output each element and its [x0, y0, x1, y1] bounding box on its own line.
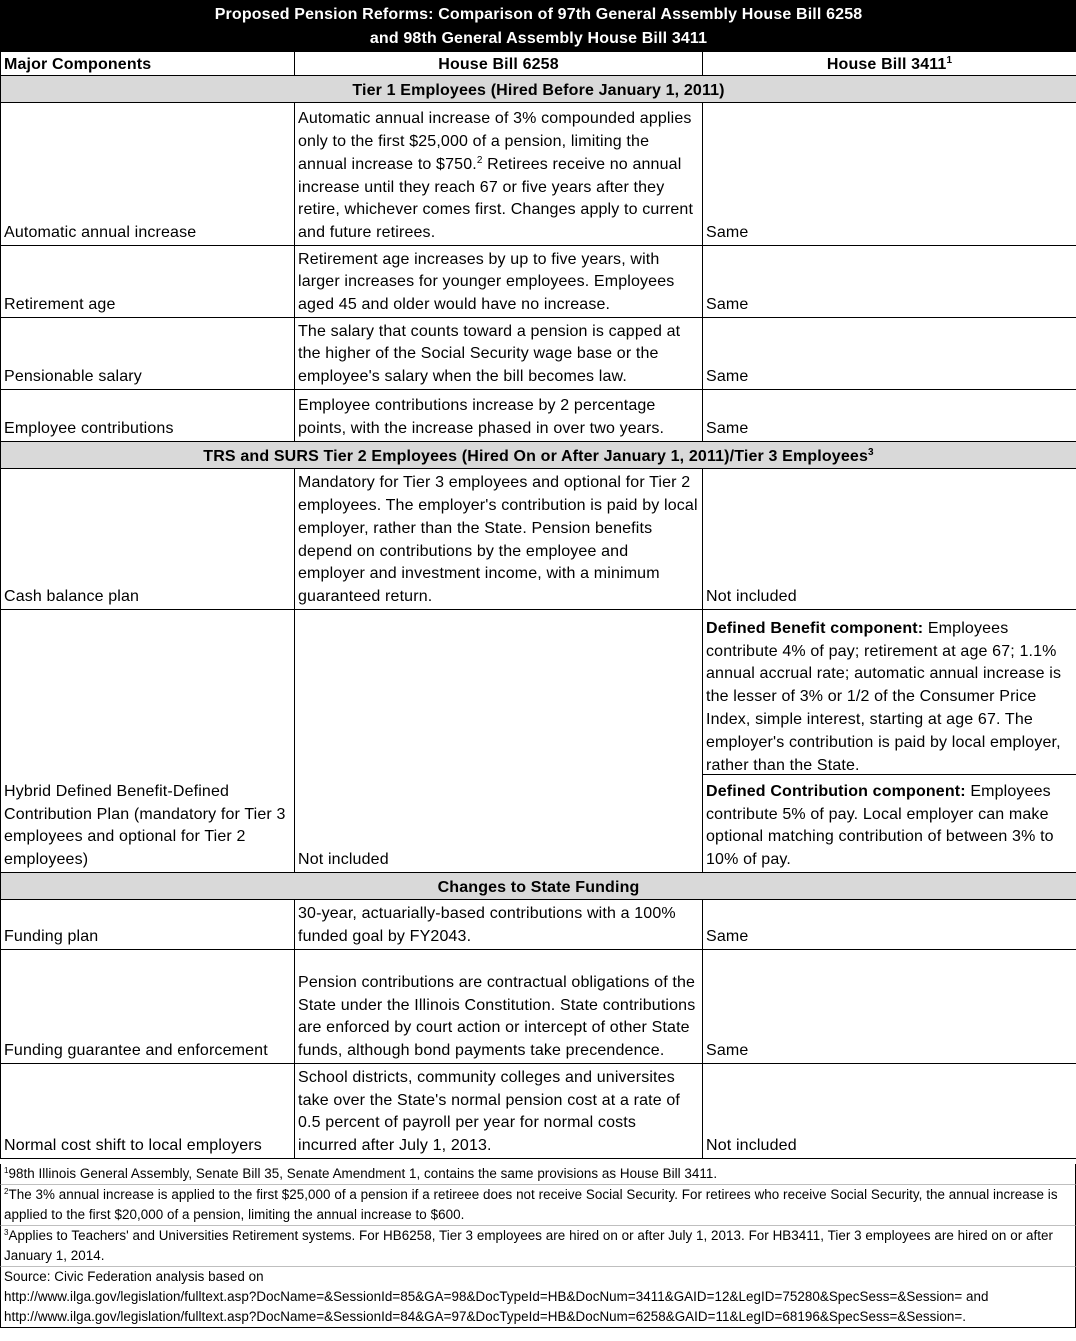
- source-url-2: http://www.ilga.gov/legislation/fulltext.asp?DocName=&SessionId=84&GA=97&DocTypeId=HB&DocNum=6258&GAID=11&LegID=68196&SpecSess=&Session=.: [4, 1309, 966, 1324]
- hb6258-text-cont: Retirees receive no annual increase until they reach 67 or five years after they retire, whichever comes first. Changes apply to current and future retirees.: [298, 155, 694, 242]
- source-url-1: http://www.ilga.gov/legislation/fulltext.asp?DocName=&SessionId=85&GA=98&DocTypeId=HB&DocNum=3411&GAID=12&LegID=75280&SpecSess=&Session= and: [4, 1289, 989, 1304]
- title-line-1: Proposed Pension Reforms: Comparison of 97th General Assembly House Bill 6258: [214, 6, 863, 23]
- row-label: Normal cost shift to local employers: [1, 1064, 295, 1159]
- section-tier2: [1, 442, 1076, 469]
- row-label: Pensionable salary: [1, 318, 295, 390]
- section-heading-tier2-text: TRS and SURS Tier 2 Employees (Hired On or After January 1, 2011)/Tier 3 Employees: [203, 448, 868, 465]
- table-row: [1, 103, 1076, 246]
- table-row: [1, 246, 1076, 318]
- footnote-text: Applies to Teachers' and Universities Retirement systems. For HB6258, Tier 3 employees are hired on or after July 1, 2013. For HB3411, Tier 3 employees are hired on or after January 1, 2014.: [4, 1228, 1054, 1263]
- footnote-marker: 3: [4, 1228, 9, 1237]
- footnote-2: [0, 1185, 1076, 1226]
- footnote-ref-1: 1: [946, 55, 953, 66]
- hb6258-text: Automatic annual increase of 3% compounded applies only to the first $25,000 of a pension, limiting the annual increase to $750.: [298, 110, 692, 173]
- section-heading-funding: Changes to State Funding: [1, 873, 1076, 900]
- section-funding: [1, 873, 1076, 900]
- row-label: Automatic annual increase: [1, 103, 295, 246]
- col-header-hb3411-text: House Bill 3411: [826, 56, 947, 73]
- footnotes: [0, 1164, 1076, 1328]
- table-row: [1, 318, 1076, 390]
- hb6258-cell: 30-year, actuarially-based contributions with a 100% funded goal by FY2043.: [295, 900, 703, 950]
- hb3411-cell: [703, 610, 1076, 873]
- defined-benefit-component: [703, 618, 1076, 775]
- column-header-row: [1, 52, 1076, 76]
- col-header-hb6258: House Bill 6258: [295, 52, 703, 76]
- table-row: [1, 1064, 1076, 1159]
- title-row: [1, 1, 1076, 52]
- hb6258-cell: Pension contributions are contractual obligations of the State under the Illinois Constitution. State contributions are enforced by court action or intercept of other State funds, although bond payments take precendence.: [295, 950, 703, 1064]
- section-tier1: [1, 76, 1076, 103]
- hb6258-cell: Mandatory for Tier 3 employees and optional for Tier 2 employees. The employer's contribution is paid by local employer, rather than the State. Pension benefits depend on contributions by the employee and employer and investment income, with a minimum guaranteed return.: [295, 469, 703, 610]
- footnote-3: [0, 1226, 1076, 1267]
- row-label: Retirement age: [1, 246, 295, 318]
- hb6258-cell: Retirement age increases by up to five years, with larger increases for younger employees. Employees aged 45 and older would have no increase.: [295, 246, 703, 318]
- footnote-ref-3: 3: [868, 447, 874, 458]
- table-title: [1, 1, 1076, 52]
- defined-benefit-label: Defined Benefit component:: [706, 619, 924, 637]
- footnote-ref-2: 2: [476, 154, 483, 166]
- hb6258-cell: Not included: [295, 610, 703, 873]
- section-heading-tier1: Tier 1 Employees (Hired Before January 1, 2011): [1, 76, 1076, 103]
- row-label: Employee contributions: [1, 390, 295, 442]
- table-row: [1, 469, 1076, 610]
- col-header-components: Major Components: [1, 52, 295, 76]
- row-label: Funding plan: [1, 900, 295, 950]
- defined-benefit-text: Employees contribute 4% of pay; retirement at age 67; 1.1% annual accrual rate; automatic annual increase is the lesser of 3% or 1/2 of the Consumer Price Index, simple interest, starting at age 67. The employer's contribution is paid by local employer, rather than the State.: [706, 619, 1062, 774]
- table-row: [1, 390, 1076, 442]
- source-line-1: Source: Civic Federation analysis based on: [4, 1269, 264, 1284]
- footnote-text: The 3% annual increase is applied to the first $25,000 of a pension if a retireee does not receive Social Security. For retirees who receive Social Security, the annual increase is applied to the first $20,000 of a pension, limiting the annual increase to $600.: [4, 1187, 1058, 1222]
- footnote-1: [0, 1164, 1076, 1185]
- hb3411-cell: Not included: [703, 1064, 1076, 1159]
- hb6258-cell: School districts, community colleges and universites take over the State's normal pension cost at a rate of 0.5 percent of payroll per year for normal costs incurred after July 1, 2013.: [295, 1064, 703, 1159]
- hb3411-cell: Same: [703, 950, 1076, 1064]
- hb3411-cell: Same: [703, 246, 1076, 318]
- hb6258-cell: Employee contributions increase by 2 percentage points, with the increase phased in over two years.: [295, 390, 703, 442]
- row-label: Funding guarantee and enforcement: [1, 950, 295, 1064]
- hb3411-cell: Same: [703, 390, 1076, 442]
- defined-contribution-component: [706, 775, 1073, 872]
- hb3411-cell: Same: [703, 900, 1076, 950]
- source-note: [0, 1267, 1076, 1328]
- hb6258-cell: [295, 103, 703, 246]
- hb3411-cell: Not included: [703, 469, 1076, 610]
- table-row: [1, 950, 1076, 1064]
- hb3411-cell: Same: [703, 103, 1076, 246]
- row-label: Hybrid Defined Benefit-Defined Contribution Plan (mandatory for Tier 3 employees and optional for Tier 2 employees): [1, 610, 295, 873]
- footnote-text: 98th Illinois General Assembly, Senate Bill 35, Senate Amendment 1, contains the same provisions as House Bill 3411.: [8, 1166, 718, 1181]
- title-line-2: and 98th General Assembly House Bill 3411: [369, 30, 708, 47]
- defined-contribution-label: Defined Contribution component:: [706, 782, 966, 800]
- defined-contribution-text: Employees contribute 5% of pay. Local employer can make optional matching contribution of between 3% to 10% of pay.: [706, 782, 1054, 869]
- hb6258-cell: The salary that counts toward a pension is capped at the higher of the Social Security wage base or the employee's salary when the bill becomes law.: [295, 318, 703, 390]
- hb3411-cell: Same: [703, 318, 1076, 390]
- row-label: Cash balance plan: [1, 469, 295, 610]
- footnote-marker: 1: [4, 1166, 9, 1175]
- footnote-marker: 2: [4, 1187, 9, 1196]
- table-row: [1, 610, 1076, 873]
- col-header-hb3411: [703, 52, 1076, 76]
- section-heading-tier2: [1, 442, 1076, 469]
- table-row: [1, 900, 1076, 950]
